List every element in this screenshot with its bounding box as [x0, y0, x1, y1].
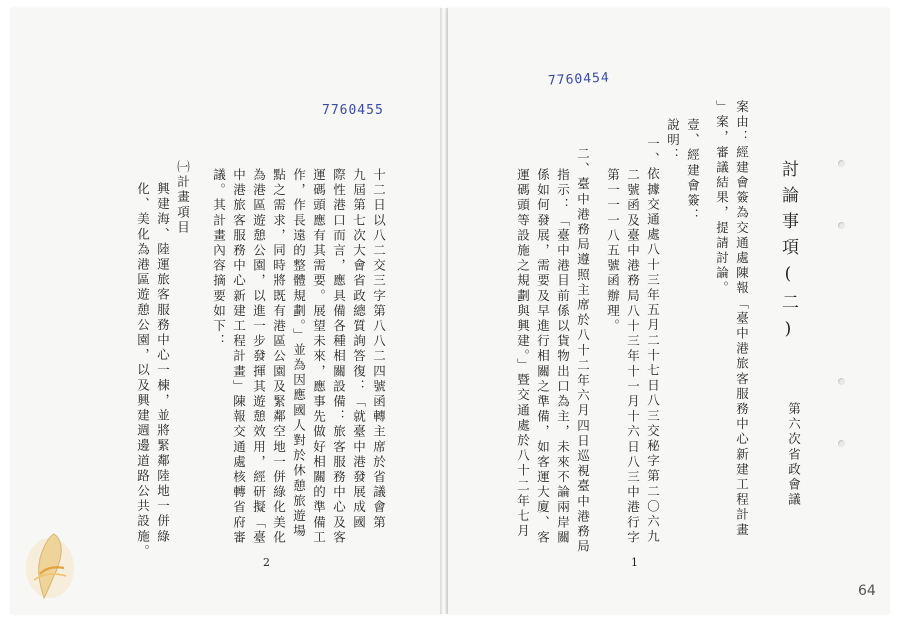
- agenda-title: 討論事項(二): [778, 160, 798, 348]
- right-col-4: 說明：: [665, 118, 681, 164]
- right-page-number: 1: [631, 556, 638, 569]
- meeting-name: 第六次省政會議: [786, 402, 802, 508]
- left-col-12: 化、美化為港區遊憩公園，以及興建週邊道路公共設施。: [135, 182, 151, 560]
- left-col-4: 運碼頭應有其需要。展望未來，應事先做好相關的準備工: [311, 168, 327, 546]
- right-col-10: 係如何發展，需要及早進行相關之準備，如客運大廈、客: [535, 168, 551, 546]
- right-col-6: 二號函及臺中港務局八十三年十一月十六日八三中港行字: [625, 168, 641, 546]
- right-col-7: 第一一一八五號函辦理。: [605, 168, 621, 335]
- right-page: [448, 8, 890, 614]
- binder-hole: [838, 378, 845, 385]
- left-col-3: 際性港口而言，應具備各種相關設備：旅客服務中心及客: [331, 168, 347, 546]
- binder-hole: [838, 440, 845, 447]
- right-col-1: 案由：經建會簽為交通處陳報「臺中港旅客服務中心新建工程計畫: [734, 100, 750, 538]
- binder-hole: [838, 160, 845, 167]
- right-col-11: 運碼頭等設施之規劃與興建。」暨交通處於八十二年七月: [515, 168, 531, 540]
- left-col-10: ㈠計畫項目: [175, 160, 191, 236]
- left-col-9: 議。其計畫內容摘要如下：: [211, 168, 227, 350]
- left-col-5: 作，作長遠的整體規劃。」並為因應國人對於休憩旅遊場: [291, 168, 307, 540]
- left-col-8: 中港旅客服務中心新建工程計畫」陳報交通處核轉省府審: [231, 168, 247, 546]
- left-col-2: 九屆第七次大會省政總質詢答復：「就臺中港發展成國: [351, 168, 367, 531]
- right-col-8: 二、臺中港務局遵照主席於八十二年六月四日巡視臺中港務局: [575, 147, 591, 555]
- left-col-11: 興建海、陸運旅客服務中心一棟，並將緊鄰陸地一併綠: [155, 182, 171, 545]
- sheet-number: 64: [858, 583, 876, 599]
- left-page-number: 2: [263, 556, 270, 569]
- binder-hole: [838, 222, 845, 229]
- right-col-5: 一、依據交通處八十三年五月二十七日八三交秘字第二〇六九: [645, 137, 661, 545]
- book-spine: [440, 8, 448, 614]
- archive-stamp-left: 7760455: [322, 103, 384, 118]
- archive-stamp-right: 7760454: [547, 70, 611, 89]
- left-col-6: 點之需求，同時將既有港區公園及緊鄰空地一併綠化美化: [271, 168, 287, 546]
- right-col-3: 壹、經建會簽：: [685, 118, 701, 224]
- archive-logo-icon: [20, 528, 80, 602]
- right-col-2: 」案，審議結果，提請討論。: [714, 100, 730, 297]
- right-col-9: 指示：「臺中港目前係以貨物出口為主，未來不論兩岸關: [555, 168, 571, 546]
- left-col-1: 十二日以八二交三字第八八二四號函轉主席於省議會第: [371, 168, 387, 531]
- left-col-7: 為港區遊憩公園，以進一步發揮其遊憩效用，經研擬「臺: [251, 168, 267, 546]
